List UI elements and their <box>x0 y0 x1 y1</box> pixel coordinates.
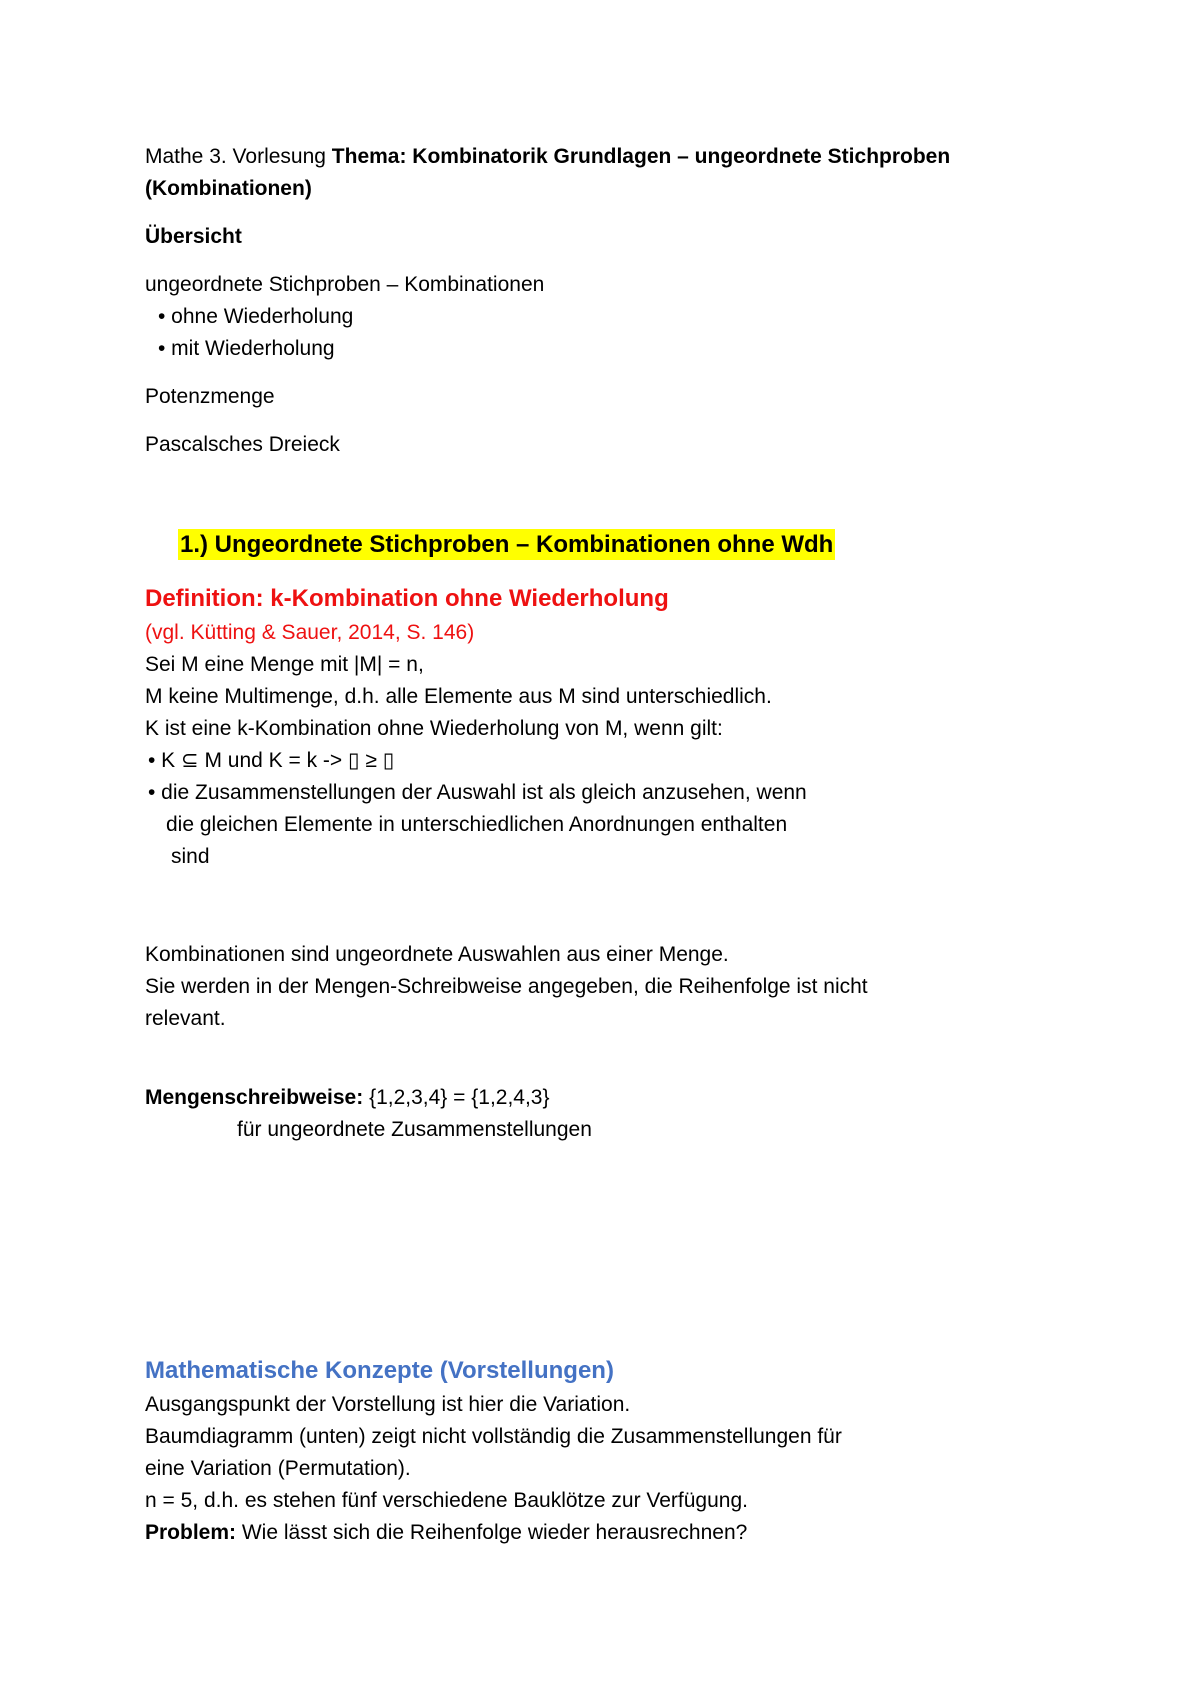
section-heading-highlight: 1.) Ungeordnete Stichproben – Kombinationen ohne Wdh <box>180 531 834 558</box>
set-notation-label: Mengenschreibweise: <box>145 1086 364 1109</box>
problem-line <box>145 1518 747 1548</box>
overview-item-pascal-triangle: Pascalsches Dreieck <box>145 433 340 456</box>
concepts-line-4: n = 5, d.h. es stehen fünf verschiedene Bauklötze zur Verfügung. <box>145 1489 748 1512</box>
definition-bullet-1: • K ⊆ M und K = k -> ▯ ≥ ▯ <box>148 749 395 772</box>
set-notation-note: für ungeordnete Zusammenstellungen <box>237 1118 592 1141</box>
overview-subitem-without-repetition: • ohne Wiederholung <box>158 305 354 328</box>
problem-label: Problem: <box>145 1521 237 1544</box>
overview-subitem-with-repetition: • mit Wiederholung <box>158 337 335 360</box>
concepts-line-3: eine Variation (Permutation). <box>145 1457 411 1480</box>
combinations-line-1: Kombinationen sind ungeordnete Auswahlen aus einer Menge. <box>145 943 729 966</box>
concepts-line-1: Ausgangspunkt der Vorstellung ist hier die Variation. <box>145 1393 631 1416</box>
lecture-title-line <box>145 142 950 172</box>
set-notation-value: {1,2,3,4} = {1,2,4,3} <box>363 1086 550 1109</box>
section-heading <box>178 530 835 561</box>
lecture-topic: Thema: Kombinatorik Grundlagen – ungeordnete Stichproben <box>331 145 951 168</box>
combinations-line-3: relevant. <box>145 1007 226 1030</box>
overview-item-power-set: Potenzmenge <box>145 385 275 408</box>
definition-bullet-2-cont: die gleichen Elemente in unterschiedlichen Anordnungen enthalten <box>166 813 788 836</box>
definition-line-2: M keine Multimenge, d.h. alle Elemente aus M sind unterschiedlich. <box>145 685 772 708</box>
lecture-prefix: Mathe 3. Vorlesung <box>145 145 332 168</box>
definition-bullet-2: • die Zusammenstellungen der Auswahl ist als gleich anzusehen, wenn <box>148 781 807 804</box>
set-notation-line <box>145 1083 550 1113</box>
overview-item-combinations: ungeordnete Stichproben – Kombinationen <box>145 273 545 296</box>
definition-line-1: Sei M eine Menge mit |M| = n, <box>145 653 424 676</box>
definition-title: Definition: k-Kombination ohne Wiederholung <box>145 585 669 612</box>
overview-title: Übersicht <box>145 225 242 248</box>
definition-reference: (vgl. Kütting & Sauer, 2014, S. 146) <box>145 621 475 644</box>
concepts-line-2: Baumdiagramm (unten) zeigt nicht vollständig die Zusammenstellungen für <box>145 1425 842 1448</box>
lecture-topic-continued: (Kombinationen) <box>145 177 312 200</box>
problem-text: Wie lässt sich die Reihenfolge wieder herausrechnen? <box>236 1521 748 1544</box>
definition-bullet-2-end: sind <box>171 845 210 868</box>
definition-line-3: K ist eine k-Kombination ohne Wiederholung von M, wenn gilt: <box>145 717 723 740</box>
concepts-heading: Mathematische Konzepte (Vorstellungen) <box>145 1357 614 1384</box>
combinations-line-2: Sie werden in der Mengen-Schreibweise angegeben, die Reihenfolge ist nicht <box>145 975 868 998</box>
